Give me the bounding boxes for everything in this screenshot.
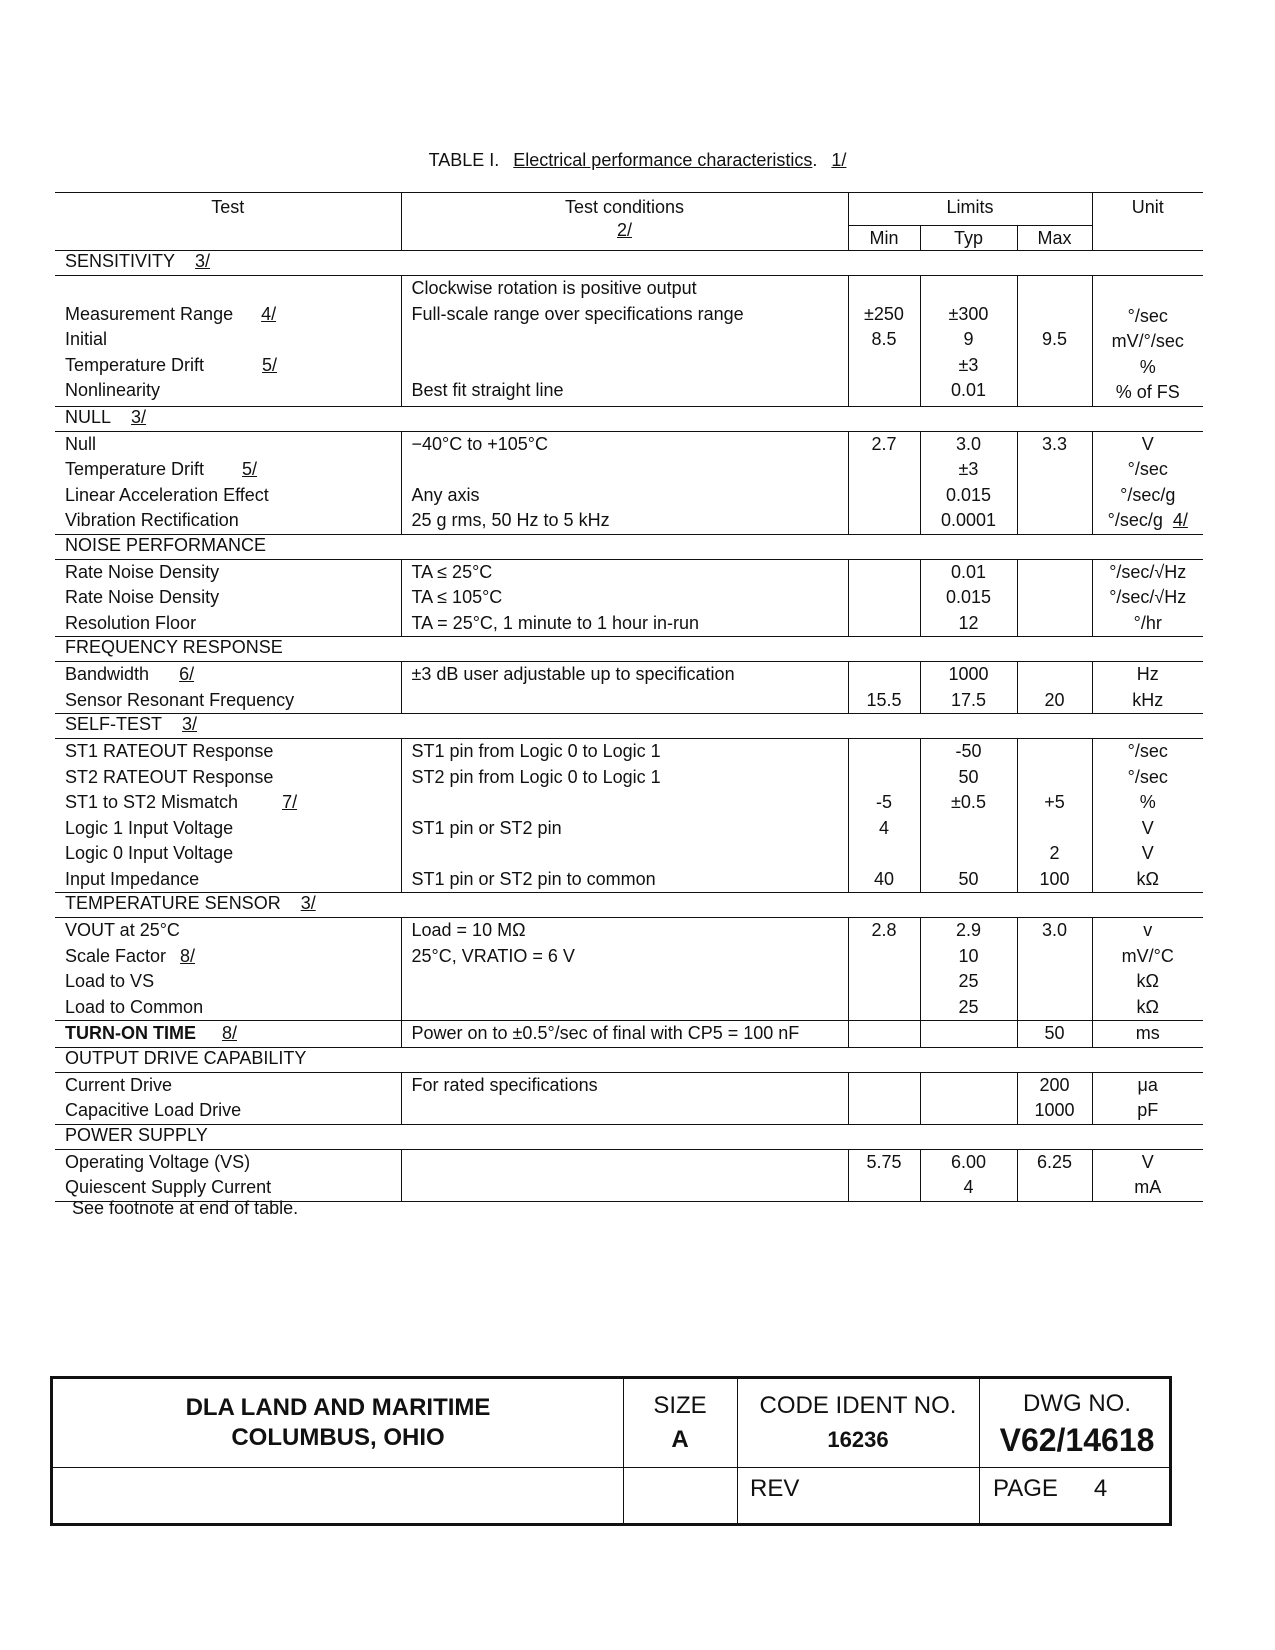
spec-table xyxy=(55,192,1203,1202)
group-sensitivity: Measurement Range 4/ Initial Temperature Drift 5/ Nonlinearity Clockwise rotation is positive output Full-scale range over specifications range Best fit straight line ±250 8.5 ±300 9 ±3 0.01 9.5 °/sec mV/°/sec % % of FS xyxy=(55,276,1203,407)
table-title-ref: 1/ xyxy=(831,150,847,170)
header-typ: Typ xyxy=(920,226,1017,251)
page-number: PAGE 4 xyxy=(993,1475,1108,1502)
group-temperature-sensor: VOUT at 25°C Scale Factor 8/ Load to VS Load to Common Load = 10 MΩ 25°C, VRATIO = 6 V 2.8 2.9 10 25 25 3.0 v mV/°C kΩ kΩ xyxy=(55,918,1203,1021)
header-conditions-ref: 2/ xyxy=(616,220,632,240)
header-conditions-label: Test conditions xyxy=(564,197,685,217)
section-self-test: SELF-TEST 3/ xyxy=(55,714,1203,739)
organization: DLA LAND AND MARITIME COLUMBUS, OHIO xyxy=(185,1394,491,1451)
section-output-drive: OUTPUT DRIVE CAPABILITY xyxy=(55,1047,1203,1072)
table-title-text: Electrical performance characteristics xyxy=(513,150,813,170)
drawing-number-block: DWG NO. V62/14618 xyxy=(999,1390,1155,1458)
size-block: SIZE A xyxy=(653,1392,707,1453)
header-max: Max xyxy=(1017,226,1092,251)
header-unit: Unit xyxy=(1092,193,1203,251)
section-power-supply: POWER SUPPLY xyxy=(55,1124,1203,1149)
code-ident-block: CODE IDENT NO. 16236 xyxy=(759,1392,957,1452)
section-null: NULL 3/ xyxy=(55,406,1203,431)
section-temperature-sensor: TEMPERATURE SENSOR 3/ xyxy=(55,893,1203,918)
group-turn-on-time: TURN-ON TIME 8/ Power on to ±0.5°/sec of final with CP5 = 100 nF 50 ms xyxy=(55,1021,1203,1048)
header-test: Test xyxy=(55,193,401,251)
table-title: TABLE I. Electrical performance characteristics. 1/ xyxy=(428,150,847,170)
group-noise: Rate Noise Density Rate Noise Density Resolution Floor TA ≤ 25°C TA ≤ 105°C TA = 25°C, 1 minute to 1 hour in-run 0.01 0.015 12 °/sec/√Hz °/sec/√Hz °/hr xyxy=(55,559,1203,637)
group-frequency: Bandwidth 6/ Sensor Resonant Frequency ±3 dB user adjustable up to specification 15.5 1000 17.5 20 Hz kHz xyxy=(55,662,1203,714)
section-sensitivity: SENSITIVITY 3/ xyxy=(55,251,1203,276)
group-null: Null Temperature Drift 5/ Linear Acceleration Effect Vibration Rectification −40°C to +105°C Any axis 25 g rms, 50 Hz to 5 kHz 2.7 3.0 ±3 0.015 0.0001 3.3 V °/sec °/sec/g °/sec/g 4/ xyxy=(55,431,1203,534)
group-self-test: ST1 RATEOUT Response ST2 RATEOUT Response ST1 to ST2 Mismatch 7/ Logic 1 Input Voltage Logic 0 Input Voltage Input Impedance ST1 pin from Logic 0 to Logic 1 ST2 pin from Logic 0 to Logic 1 ST1 pin or ST2 pin ST1 pin or ST2 pin to common -5 4 40 -50 50 ±0.5 50 +5 2 100 °/sec °/sec % V V kΩ xyxy=(55,739,1203,893)
section-frequency: FREQUENCY RESPONSE xyxy=(55,637,1203,662)
footnote-reference: See footnote at end of table. xyxy=(72,1198,299,1218)
header-conditions xyxy=(401,193,848,251)
section-noise: NOISE PERFORMANCE xyxy=(55,534,1203,559)
revision-label: REV xyxy=(750,1475,800,1502)
group-output-drive: Current Drive Capacitive Load Drive For rated specifications 200 1000 μa pF xyxy=(55,1072,1203,1124)
table-title-prefix: TABLE I. xyxy=(428,150,500,170)
group-power-supply: Operating Voltage (VS) Quiescent Supply Current 5.75 6.00 4 6.25 V mA xyxy=(55,1149,1203,1201)
header-min: Min xyxy=(848,226,920,251)
header-limits: Limits xyxy=(848,193,1092,226)
title-block xyxy=(50,1376,1172,1526)
